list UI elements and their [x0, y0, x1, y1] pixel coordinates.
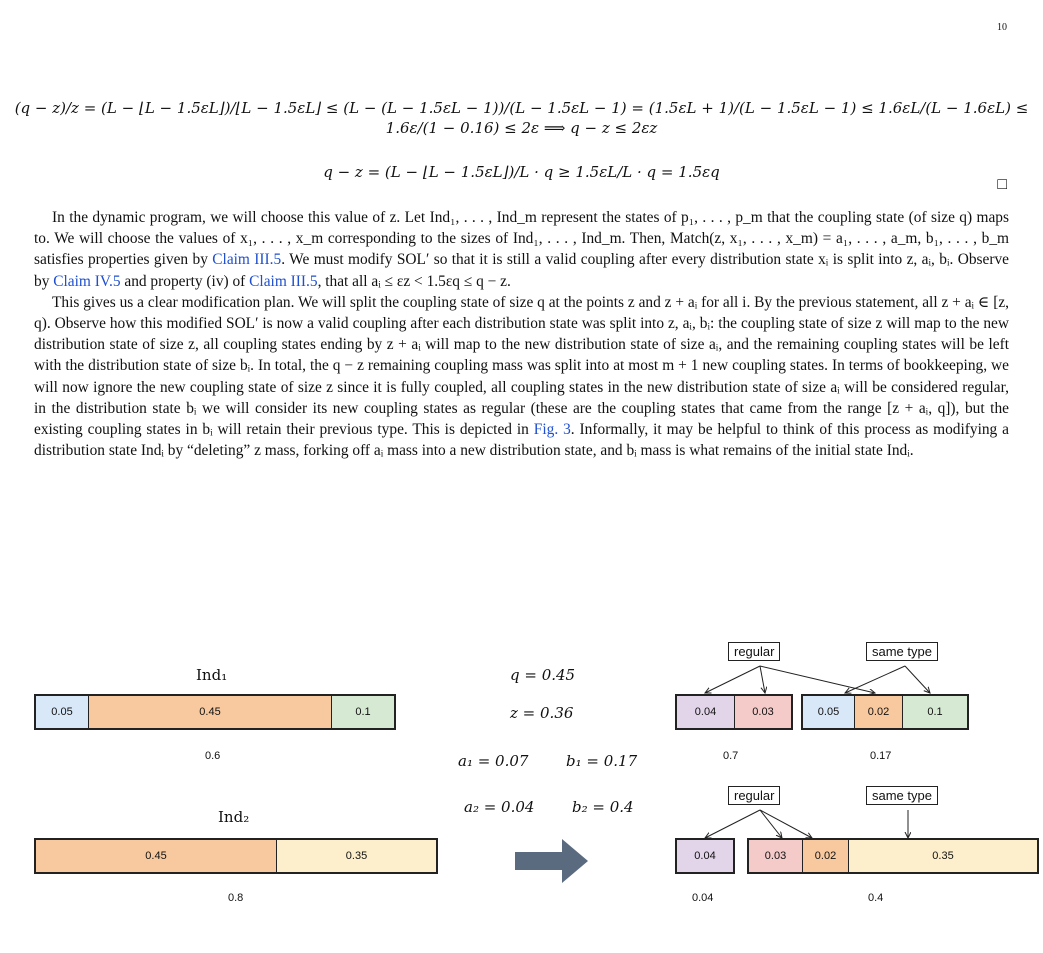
equation-2: [0, 162, 1043, 182]
ind1-total: 0.6: [205, 750, 221, 762]
rb-left-segment: 0.04: [677, 840, 733, 872]
body-text: [34, 207, 1009, 461]
param-z: z = 0.36: [510, 704, 574, 722]
paragraph-2: [34, 292, 1009, 462]
rt-left-segment: 0.03: [735, 696, 791, 728]
rt-left-segment: 0.04: [677, 696, 735, 728]
rt-right-total: 0.17: [870, 750, 892, 762]
paragraph-text: and property (iv) of: [120, 272, 250, 290]
page-number: 10: [997, 22, 1007, 33]
ind1-bar: [34, 694, 396, 730]
rb-right-segment: 0.35: [849, 840, 1037, 872]
cross-reference-link[interactable]: Claim IV.5: [53, 272, 121, 290]
rb-right-segment: 0.02: [803, 840, 849, 872]
cross-reference-link[interactable]: Fig. 3: [533, 421, 571, 439]
cross-reference-link[interactable]: Claim III.5: [212, 251, 282, 269]
equation-1: [0, 98, 1043, 138]
rt-right-segment: 0.1: [903, 696, 967, 728]
ind1-segment: 0.1: [332, 696, 394, 728]
rb-right-total: 0.4: [868, 892, 884, 904]
tag-same-type: same type: [866, 786, 938, 805]
equation-1-text: (q − z)/z = (L − ⌊L − 1.5εL⌋)/⌊L − 1.5εL⌋ ≤ (L − (L − 1.5εL − 1))/(L − 1.5εL − 1) = (1.5εL + 1)/(L − 1.5εL − 1) ≤ 1.6εL/(L − 1.6εL) ≤ 1.6ε/(1 − 0.16) ≤ 2ε ⟹ q − z ≤ 2εz: [14, 99, 1029, 137]
cross-reference-link[interactable]: Claim III.5: [249, 272, 318, 290]
param-b1: b₁ = 0.17: [566, 752, 638, 770]
figure-3: [0, 630, 1043, 930]
rt-right-segment: 0.05: [803, 696, 855, 728]
rb-left-bar: [675, 838, 735, 874]
rb-right-segment: 0.03: [749, 840, 803, 872]
qed-symbol: □: [997, 176, 1007, 193]
rt-left-bar: [675, 694, 793, 730]
rb-left-total: 0.04: [692, 892, 714, 904]
tag-regular: regular: [728, 642, 780, 661]
rt-left-total: 0.7: [723, 750, 739, 762]
transform-arrow: [515, 839, 588, 883]
tag-same-type: same type: [866, 642, 938, 661]
paragraph-text: This gives us a clear modification plan. We will split the coupling state of size q at the points z and z + aᵢ for all i. By the previous statement, all z + aᵢ ∈ [z, q). Observe how this modified SOL′ is now a valid coupling after each distribution state was split into z, aᵢ, bᵢ: the coupling state of size z will map to the new distribution state of size z, all coupling states ending by z + aᵢ will map to the new distribution state of size aᵢ, and the remaining coupling states will be left with the distribution state of size bᵢ. In total, the q − z remaining coupling mass was split into at most m + 1 new coupling states. In terms of bookkeeping, we will now ignore the new coupling state of size z since it is fully coupled, all coupling states in the new distribution state of size aᵢ will be considered regular, in the distribution state bᵢ we will consider its new coupling states as regular (these are the coupling states that came from the range [z + aᵢ, q]), but the existing coupling states in bᵢ will retain their previous type. This is depicted in: [34, 293, 1009, 439]
param-a2: a₂ = 0.04: [464, 798, 535, 816]
ind2-bar: [34, 838, 438, 874]
paragraph-text: . Informally, it may be helpful to think of this process as modifying a distribution state Indᵢ by “deleting” z mass, forking off aᵢ mass into a new distribution state, and bᵢ mass is what remains of the initial state Indᵢ.: [34, 421, 1009, 460]
ind2-segment: 0.45: [36, 840, 277, 872]
param-b2: b₂ = 0.4: [572, 798, 634, 816]
paragraph-text: . We must modify SOL′ so that it is still a valid coupling after every distribution state xᵢ is split into z, aᵢ, bᵢ. Observe by: [34, 251, 1009, 290]
rb-right-bar: [747, 838, 1039, 874]
paragraph-text: , that all aᵢ ≤ εz < 1.5εq ≤ q − z.: [317, 272, 511, 290]
ind2-label: Ind₂: [218, 808, 250, 826]
equation-2-text: q − z = (L − ⌊L − 1.5εL⌋)/L · q ≥ 1.5εL/L · q = 1.5εq: [323, 163, 720, 181]
ind2-total: 0.8: [228, 892, 244, 904]
param-a1: a₁ = 0.07: [458, 752, 529, 770]
rt-right-segment: 0.02: [855, 696, 903, 728]
ind2-segment: 0.35: [277, 840, 436, 872]
ind1-label: Ind₁: [196, 666, 228, 684]
param-q: q = 0.45: [510, 666, 576, 684]
rt-right-bar: [801, 694, 969, 730]
ind1-segment: 0.45: [89, 696, 332, 728]
ind1-segment: 0.05: [36, 696, 89, 728]
paragraph-text: In the dynamic program, we will choose this value of z. Let Ind₁, . . . , Ind_m represent the states of p₁, . . . , p_m that the coupling state (of size q) maps to. We will choose the values of x₁, . . . , x_m corresponding to the sizes of Ind₁, . . . , Ind_m. Then, Match(z, x₁, . . . , x_m) = a₁, . . . , a_m, b₁, . . . , b_m satisfies properties given by: [34, 209, 1009, 269]
paragraph-1: [34, 207, 1009, 292]
tag-regular: regular: [728, 786, 780, 805]
